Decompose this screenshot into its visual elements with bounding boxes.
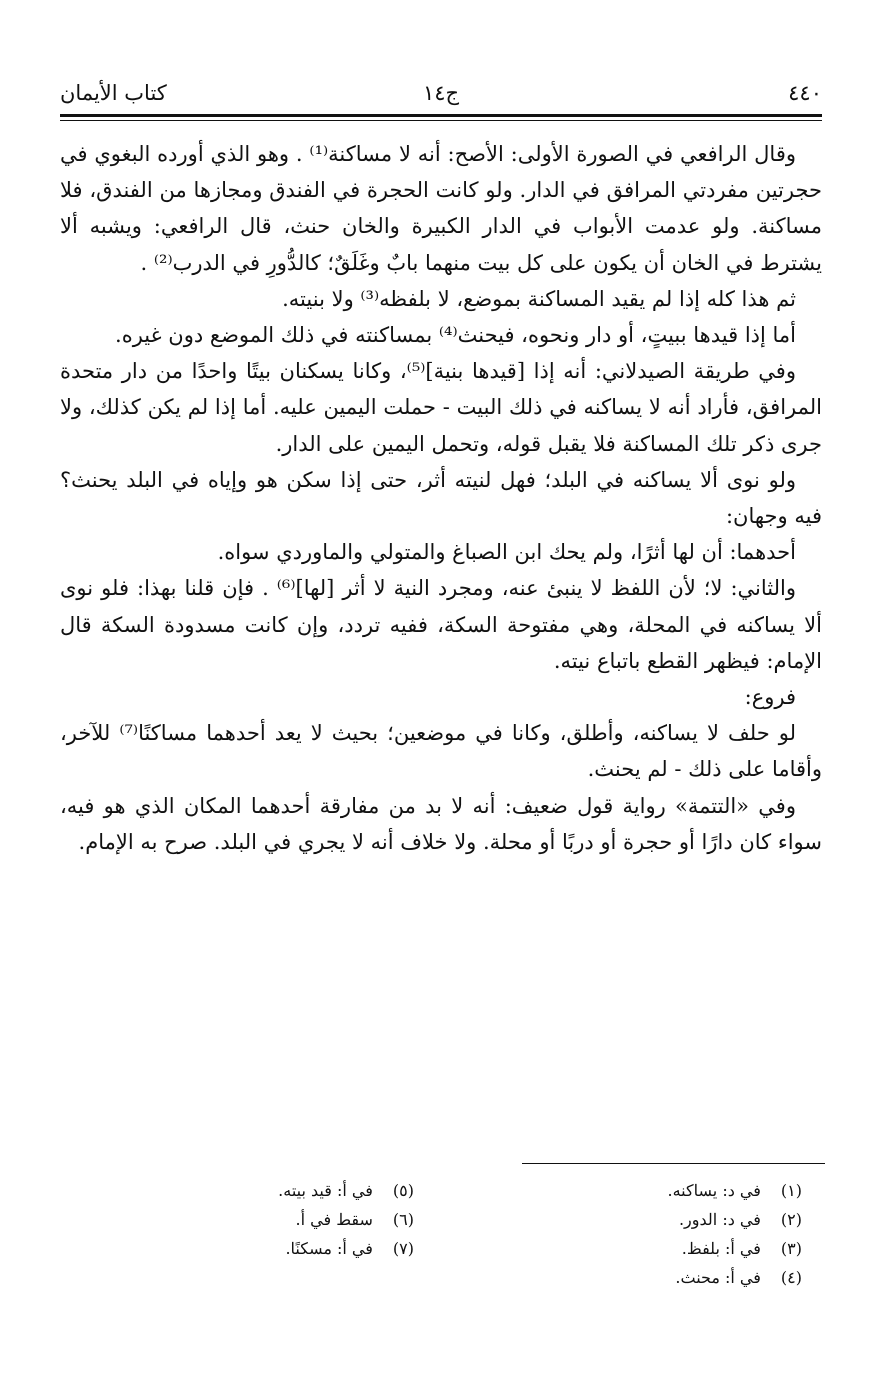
footnote-2: [442, 1205, 802, 1234]
footnotes: [60, 1176, 822, 1306]
paragraph: ولو نوى ألا يساكنه في البلد؛ فهل لنيته أثر، حتى إذا سكن هو وإياه في البلد يحنث؟ فيه وجهان:: [60, 467, 822, 529]
paragraph: وفي طريقة الصيدلاني: أنه إذا [قيدها بنية]⁽⁵⁾، وكانا يسكنان بيتًا واحدًا من دار متحدة المرافق، فأراد أنه لا يساكنه في ذلك البيت - حملت اليمين عليه. أما إذا لم يكن كذلك، ولا جرى ذكر تلك المساكنة فلا يقبل قوله، وتحمل اليمين على الدار.: [60, 359, 823, 456]
footnote-3: [442, 1234, 802, 1263]
volume-number: ج١٤: [422, 81, 460, 105]
footnote-text: في أ: محنث.: [675, 1268, 761, 1287]
header-rule-thick: [60, 114, 822, 117]
footnote-1: [442, 1176, 802, 1205]
footnote-6: [54, 1205, 414, 1234]
footnotes-right-column: [442, 1176, 802, 1292]
footnote-text: في أ: قيد بيته.: [278, 1181, 373, 1200]
footnote-number: (١): [780, 1181, 802, 1200]
footnote-number: (٢): [780, 1210, 802, 1229]
chapter-title: كتاب الأيمان: [60, 81, 167, 105]
paragraph: وفي «التتمة» رواية قول ضعيف: أنه لا بد من مفارقة أحدهما المكان الذي هو فيه، سواء كان دارًا أو حجرة أو دربًا أو محلة. ولا خلاف أنه لا يجري في البلد. صرح به الإمام.: [60, 793, 822, 854]
footnote-4: [442, 1263, 802, 1292]
paragraph: ثم هذا كله إذا لم يقيد المساكنة بموضع، لا بلفظه⁽³⁾ ولا بنيته.: [282, 286, 796, 311]
footnote-text: في د: الدور.: [678, 1210, 761, 1229]
footnote-5: [54, 1176, 414, 1205]
paragraph: لو حلف لا يساكنه، وأطلق، وكانا في موضعين؛ بحيث لا يعد أحدهما مساكنًا⁽⁷⁾ للآخر، وأقاما على ذلك - لم يحنث.: [60, 721, 822, 782]
footnote-7: [54, 1234, 414, 1263]
footnote-text: في د: يساكنه.: [667, 1181, 761, 1200]
paragraph: أما إذا قيدها ببيتٍ، أو دار ونحوه، فيحنث⁽⁴⁾ بمساكنته في ذلك الموضع دون غيره.: [115, 323, 796, 348]
main-text: [60, 136, 822, 860]
paragraph: والثاني: لا؛ لأن اللفظ لا ينبئ عنه، ومجرد النية لا أثر [لها]⁽⁶⁾ . فإن قلنا بهذا: فلو نوى ألا يساكنه في المحلة، وهي مفتوحة السكة، ففيه تردد، وإن كانت مسدودة السكة قال الإمام: فيظهر القطع باتباع نيته.: [60, 576, 822, 673]
footnote-number: (٥): [392, 1181, 414, 1200]
footnote-separator: [522, 1163, 825, 1164]
footnote-text: في أ: بلفظ.: [681, 1239, 761, 1258]
header-rule-thin: [60, 120, 822, 121]
page-number: ٤٤٠: [788, 81, 822, 105]
footnote-text: في أ: مسكنًا.: [285, 1239, 373, 1258]
footnotes-left-column: [54, 1176, 414, 1263]
paragraph: وقال الرافعي في الصورة الأولى: الأصح: أنه لا مساكنة⁽¹⁾ . وهو الذي أورده البغوي في حجرتين مفردتي المرافق في الدار. ولو كانت الحجرة في الفندق ومجازها من الفندق، فلا مساكنة. ولو عدمت الأبواب في الدار الكبيرة والخان حنث، قال الرافعي: ويشبه ألا يشترط في الخان أن يكون على كل بيت منهما بابٌ وغَلَقٌ؛ كالدُّورِ في الدرب⁽²⁾ .: [60, 142, 822, 275]
footnote-number: (٦): [392, 1210, 414, 1229]
running-header: [60, 78, 822, 112]
subheading-furoo: فروع:: [744, 685, 796, 710]
footnote-number: (٣): [780, 1239, 802, 1258]
paragraph: أحدهما: أن لها أثرًا، ولم يحك ابن الصباغ والمتولي والماوردي سواه.: [217, 540, 796, 565]
footnote-number: (٧): [392, 1239, 414, 1258]
footnote-text: سقط في أ.: [295, 1210, 373, 1229]
footnote-number: (٤): [780, 1268, 802, 1287]
